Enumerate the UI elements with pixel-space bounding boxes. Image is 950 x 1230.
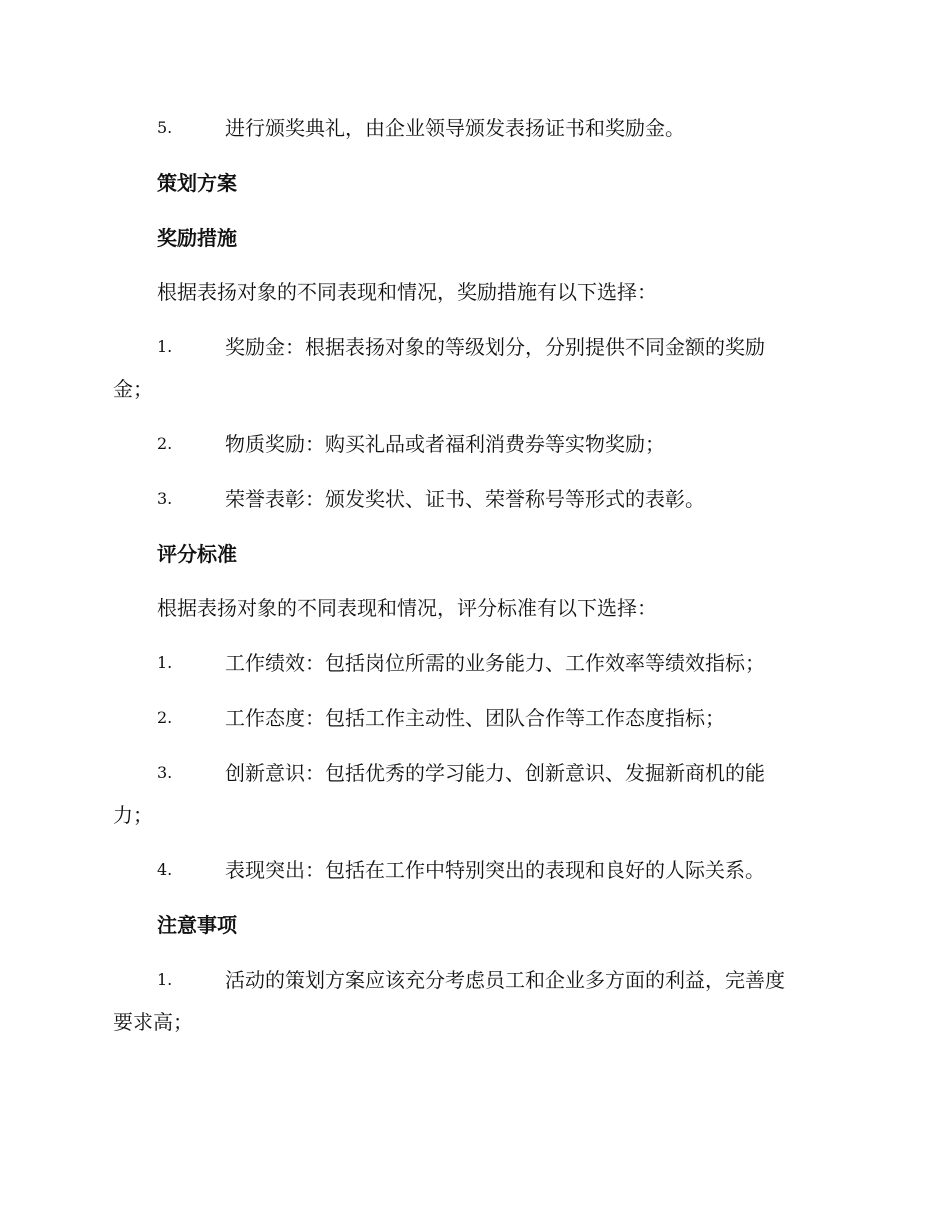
list-item-text: 物质奖励：购买礼品或者福利消费券等实物奖励； bbox=[225, 432, 665, 456]
list-item-number: 5. bbox=[157, 118, 173, 137]
list-item-number: 3. bbox=[157, 489, 173, 508]
list-item-number: 1. bbox=[157, 653, 173, 672]
section-heading-rewards: 奖励措施 bbox=[157, 226, 237, 250]
list-item-text: 奖励金：根据表扬对象的等级划分，分别提供不同金额的奖励 bbox=[225, 335, 765, 359]
list-item-number: 3. bbox=[157, 763, 173, 782]
section-heading-scoring: 评分标准 bbox=[157, 542, 237, 566]
list-item-number: 1. bbox=[157, 970, 173, 989]
paragraph-scoring-intro: 根据表扬对象的不同表现和情况，评分标准有以下选择： bbox=[157, 596, 657, 620]
list-item-text: 荣誉表彰：颁发奖状、证书、荣誉称号等形式的表彰。 bbox=[225, 487, 705, 511]
list-item-continuation: 要求高； bbox=[113, 1010, 193, 1034]
list-item-text: 工作态度：包括工作主动性、团队合作等工作态度指标； bbox=[225, 706, 725, 730]
list-item-text: 创新意识：包括优秀的学习能力、创新意识、发掘新商机的能 bbox=[225, 761, 765, 785]
list-item-continuation: 金； bbox=[113, 377, 153, 401]
list-item-number: 2. bbox=[157, 434, 173, 453]
list-item-text: 表现突出：包括在工作中特别突出的表现和良好的人际关系。 bbox=[225, 858, 765, 882]
list-item-number: 2. bbox=[157, 708, 173, 727]
list-item-number: 1. bbox=[157, 337, 173, 356]
section-heading-plan: 策划方案 bbox=[157, 171, 237, 195]
list-item-number: 4. bbox=[157, 860, 173, 879]
list-item-continuation: 力； bbox=[113, 803, 153, 827]
section-heading-notes: 注意事项 bbox=[157, 913, 237, 937]
list-item-text: 进行颁奖典礼，由企业领导颁发表扬证书和奖励金。 bbox=[225, 116, 685, 140]
paragraph-rewards-intro: 根据表扬对象的不同表现和情况，奖励措施有以下选择： bbox=[157, 280, 657, 304]
list-item-text: 活动的策划方案应该充分考虑员工和企业多方面的利益，完善度 bbox=[225, 968, 785, 992]
list-item-text: 工作绩效：包括岗位所需的业务能力、工作效率等绩效指标； bbox=[225, 651, 765, 675]
